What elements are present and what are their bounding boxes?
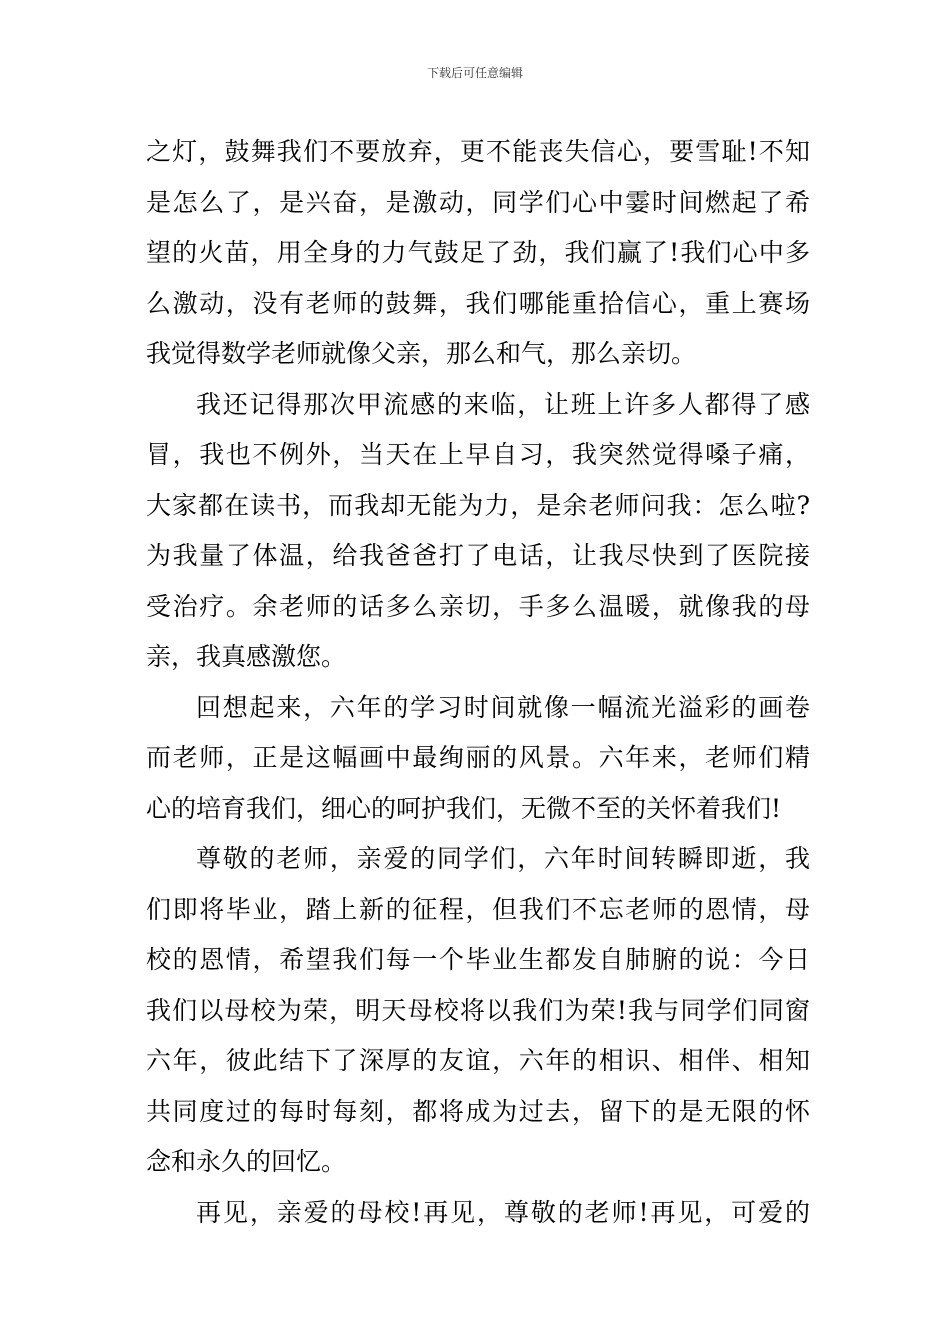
text-line: 望的火苗，用全身的力气鼓足了劲，我们赢了!我们心中多	[146, 238, 810, 267]
text-line: 冒，我也不例外，当天在上早自习，我突然觉得嗓子痛，	[146, 440, 810, 469]
text-line: 而老师，正是这幅画中最绚丽的风景。六年来，老师们精	[146, 743, 810, 772]
text-line: 我们以母校为荣，明天母校将以我们为荣!我与同学们同窗	[146, 995, 810, 1025]
text-line: 回想起来，六年的学习时间就像一幅流光溢彩的画卷	[196, 692, 810, 722]
header-note: 下载后可任意编辑	[426, 66, 523, 80]
body-text	[146, 127, 810, 1238]
text-line: 校的恩情，希望我们每一个毕业生都发自肺腑的说：今日	[146, 945, 810, 974]
text-line: 受治疗。余老师的话多么亲切，手多么温暖，就像我的母	[146, 591, 810, 621]
text-line: 亲，我真感激您。	[146, 642, 347, 671]
text-line: 之灯，鼓舞我们不要放弃，更不能丧失信心，要雪耻!不知	[146, 137, 810, 166]
text-line: 是怎么了，是兴奋，是激动，同学们心中霎时间燃起了希	[146, 187, 810, 217]
text-line: 六年，彼此结下了深厚的友谊，六年的相识、相伴、相知	[146, 1046, 810, 1075]
text-line: 心的培育我们，细心的呵护我们，无微不至的关怀着我们!	[146, 793, 782, 823]
text-line: 我觉得数学老师就像父亲，那么和气，那么亲切。	[146, 339, 697, 368]
text-line: 共同度过的每时每刻，都将成为过去，留下的是无限的怀	[146, 1096, 810, 1126]
text-line: 为我量了体温，给我爸爸打了电话，让我尽快到了医院接	[146, 541, 810, 570]
text-line: 念和永久的回忆。	[146, 1147, 347, 1176]
text-line: 们即将毕业，踏上新的征程，但我们不忘老师的恩情，母	[146, 894, 810, 924]
text-line: 么激动，没有老师的鼓舞，我们哪能重拾信心，重上赛场	[146, 288, 810, 318]
text-line: 再见，亲爱的母校!再见，尊敬的老师!再见，可爱的	[196, 1197, 810, 1227]
text-line: 尊敬的老师，亲爱的同学们，六年时间转瞬即逝，我	[196, 844, 810, 873]
text-line: 大家都在读书，而我却无能为力，是余老师问我：怎么啦?	[146, 490, 810, 520]
text-line: 我还记得那次甲流感的来临，让班上许多人都得了感	[196, 389, 810, 419]
